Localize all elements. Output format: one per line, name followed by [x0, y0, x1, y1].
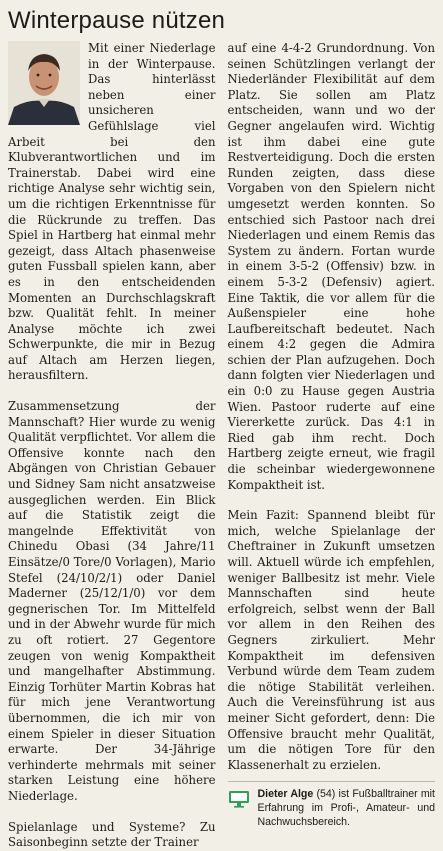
left-column — [8, 41, 216, 851]
right-paragraph-2: Mein Fazit: Spannend bleibt für mich, welche Spielanlage der Cheftrainer in Zukunft umsetzen will. Aktuell würde ich empfehlen, weniger Ballbesitz ist mehr. Viele Mannschaften sind heute erfolgreich, selbst wenn der Ball vor allem in den Reihen des Gegners zirkuliert. Mehr Kompaktheit im defensiven Verbund würde dem Team zudem die nötige Stabilität verleihen. Auch die Vereinsführung ist aus meiner Sicht gefordert, denn: Die Offensive braucht mehr Qualität, um die nötigen Tore für den Klassenerhalt zu erzielen. — [227, 508, 435, 772]
author-box — [228, 781, 436, 829]
right-paragraph-1: auf eine 4-4-2 Grundordnung. Von seinen Schützlingen verlangt der Niederländer Flexibilität auf dem Platz. Sie sollen am Platz entscheiden, wann und wo der Gegner angelaufen wird. Wichtig ist ihm dabei eine gute Restverteidigung. Doch die ersten Runden zeigten, dass diese Vorgaben von den Spielern nicht umgesetzt werden konnten. So entschied sich Pastoor nach drei Niederlagen und einem Remis das System zu ändern. Fortan wurde in einem 3-5-2 (Offensiv) bzw. in einem 5-3-2 (Defensiv) agiert. Eine Taktik, die vor allem für die Außenspieler eine hohe Laufbereitschaft bedeutet. Nach einem 4:2 gegen die Admira schien der Plan aufzugehen. Doch dann folgten vier Niederlagen und ein 0:0 zu Hause gegen Austria Wien. Pastoor ruderte auf eine Viererkette zurück. Das 4:1 in Ried gab ihm recht. Doch Hartberg zeigte erneut, wie fragil die scheinbar wiedergewonnene Kompaktheit ist. — [227, 41, 435, 492]
headline: Winterpause nützen — [8, 7, 226, 34]
left-paragraph-2: Zusammensetzung der Mannschaft? Hier wurde zu wenig Qualität verpflichtet. Vor allem die Offensive konnte nach den Abgängen von Christian Gebauer und Sidney Sam nicht ansatzweise ausgeglichen werden. Ein Blick auf die Statistik zeigt die mangelnde Effektivität von Chinedu Obasi (34 Jahre/11 Einsätze/0 Tore/0 Vorlagen), Mario Stefel (24/10/2/1) oder Daniel Maderner (25/12/1/0) vor dem gegnerischen Tor. Im Mittelfeld und in der Abwehr wurde für mich zu oft rotiert. 27 Gegentore zeugen von wenig Kompaktheit und mangelhafter Abstimmung. Einzig Torhüter Martin Kobras hat für mich jene Verantwortung übernommen, die ich mir von einem Spieler in dieser Situation erwarte. Der 34-Jährige verhinderte mehrmals mit seiner starken Leistung eine höhere Niederlage. — [8, 399, 216, 803]
left-paragraph-3: Spielanlage und Systeme? Zu Saisonbeginn setzte der Trainer — [8, 819, 216, 850]
author-age: (54) — [316, 788, 336, 801]
left-paragraph-1: Mit einer Niederlage in der Winterpause. Das hinterlässt neben einer unsicheren Gefühlslage viel Arbeit bei den Klubverantwortlichen und im Trainerstab. Dabei wird eine richtige Analyse sehr wichtig sein, um die richtigen Erkenntnisse für die Rückrunde zu treffen. Das Spiel in Hartberg hat einmal mehr gezeigt, dass Altach phasenweise guten Fussball spielen kann, aber es in den entscheidenden Momenten an Durchschlagskraft bzw. Qualität fehlt. In meiner Analyse möchte ich zwei Schwerpunkte, die mir in Bezug auf Altach am Herzen liegen, herausfiltern. — [8, 41, 216, 383]
author-description: ist Fußballtrainer mit Erfahrung im Profi-, Amateur- und Nachwuchsbereich. — [257, 788, 435, 828]
author-photo — [8, 41, 80, 125]
monitor-icon — [228, 790, 250, 808]
article-columns — [8, 41, 435, 851]
author-bio — [258, 788, 436, 829]
author-name: Dieter Alge — [257, 788, 314, 801]
right-column — [228, 41, 436, 851]
